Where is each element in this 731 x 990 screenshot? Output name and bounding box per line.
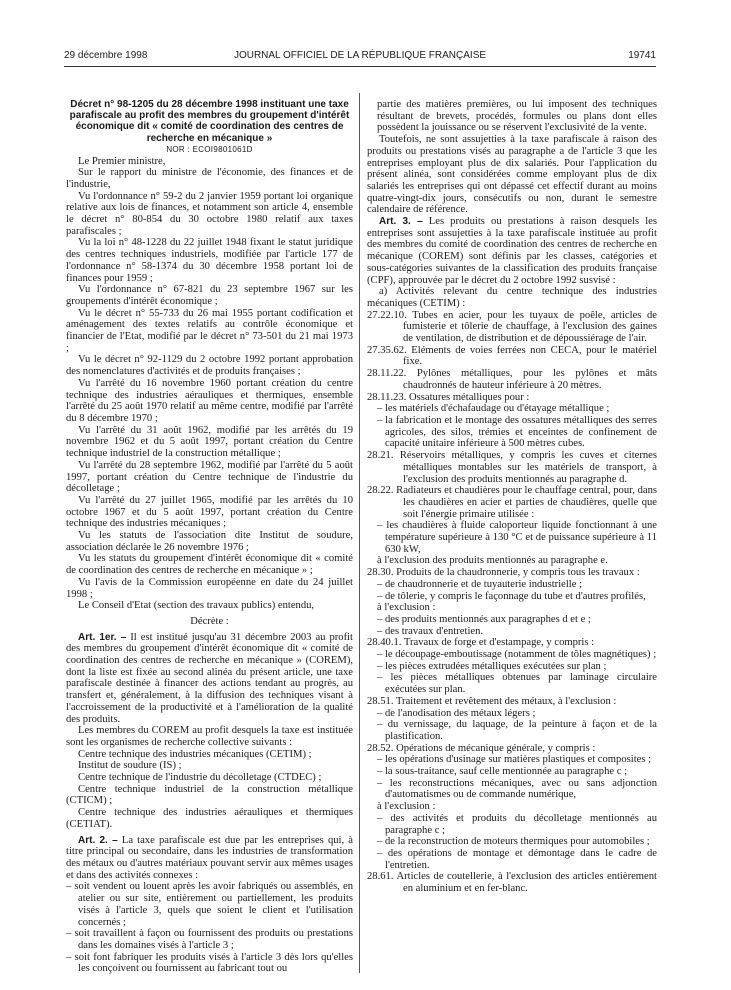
article-2-continuation: partie des matières premières, ou lui imposent des techniques résultant de brevets, procédés, formules ou plans dont elles possèdent la jouissance ou se réservent l'exclusivité de la vente. bbox=[377, 99, 657, 134]
article-2-item: – soit vendent ou louent après les avoir fabriqués ou assemblés, en atelier ou sur site, entièrement ou partiellement, les produits visés à l'article 3, quels que soient le client et l'utilisation concernés ; bbox=[66, 881, 353, 928]
header-rule bbox=[64, 66, 656, 67]
member-item: Centre technique industriel de la construction métallique (CTICM) ; bbox=[66, 783, 353, 807]
right-column bbox=[367, 99, 657, 895]
article-1-label: Art. 1er. – bbox=[78, 631, 127, 643]
cpf-sub-item: à l'exclusion des produits mentionnés au paragraphe e. bbox=[377, 555, 608, 567]
article-3-label: Art. 3. – bbox=[379, 216, 423, 228]
visa-paragraph: Vu les statuts du groupement d'intérêt économique dit « comité de coordination des centres de recherche en mécanique » ; bbox=[66, 553, 353, 577]
cpf-code-entry: 28.22. Radiateurs et chaudières pour le chauffage central, pour, dans les chaudières en acier et parties de chaudières, quelle que soit l'énergie primaire utilisée : bbox=[367, 485, 657, 520]
header-page-number: 19741 bbox=[628, 50, 656, 61]
page-header bbox=[64, 50, 656, 64]
cpf-sub-item: – les chaudières à fluide caloporteur liquide fonctionnant à une température supérieure à 130 °C et de puissance supérieure à 11 630 kW, bbox=[377, 520, 657, 555]
article-2-text: La taxe parafiscale est due par les entreprises qui, à titre principal ou secondaire, dans les industries de transformation des métaux ou d'autres matériaux pouvant servir aux mêmes usages et dans des activités connexes : bbox=[66, 834, 353, 881]
visa-paragraph: Vu l'arrêté du 16 novembre 1960 portant création du centre technique des industries aérauliques et thermiques, ensemble l'arrêté du 25 août 1970 relatif au même centre, modifié par l'arrêté du 8 décembre 1970 ; bbox=[66, 377, 353, 424]
visa-paragraph: Vu la loi n° 48-1228 du 22 juillet 1948 fixant le statut juridique des centres techniques industriels, modifiée par l'article 177 de l'ordonnance n° 58-1374 du 30 décembre 1958 portant loi de finances pour 1959 ; bbox=[66, 237, 353, 284]
article-2-label: Art. 2. – bbox=[78, 834, 118, 846]
member-item: Centre technique des industries mécaniques (CETIM) ; bbox=[78, 748, 312, 760]
cpf-sub-item: – des opérations de montage et démontage dans le cadre de l'entretien. bbox=[377, 848, 657, 871]
cpf-sub-item: – de la reconstruction de moteurs thermiques pour automobiles ; bbox=[377, 836, 650, 848]
visa-paragraph: Sur le rapport du ministre de l'économie, des finances et de l'industrie, bbox=[66, 167, 353, 190]
visa-paragraph: Vu le décret n° 92-1129 du 2 octobre 1992 portant approbation des nomenclatures d'activités et de produits françaises ; bbox=[66, 354, 353, 378]
cpf-sub-item: – les reconstructions mécaniques, avec ou sans adjonction d'automatismes ou de commande numérique, bbox=[377, 777, 657, 801]
visa-paragraph: Le Premier ministre, bbox=[78, 155, 166, 167]
cpf-sub-item: – de chaudronnerie et de tuyauterie industrielle ; bbox=[377, 578, 583, 590]
member-item: Centre technique de l'industrie du décolletage (CTDEC) ; bbox=[78, 772, 322, 784]
cpf-code-entry: 28.11.22. Pylônes métalliques, pour les pylônes et mâts chaudronnés de hauteur inférieure à 20 mètres. bbox=[367, 368, 657, 391]
decrete-heading: Décrète : bbox=[190, 615, 229, 627]
cpf-sub-item: à l'exclusion : bbox=[377, 801, 436, 813]
article-2-item: – soit travaillent à façon ou fournissent des produits ou prestations dans les domaines visés à l'article 3 ; bbox=[66, 928, 353, 951]
article-2-item: – soit font fabriquer les produits visés à l'article 3 dès lors qu'elles les conçoivent ou fournissent au fabricant tout ou bbox=[66, 951, 353, 975]
article-1-text: Il est institué jusqu'au 31 décembre 2003 au profit des membres du groupement d'intérêt économique dit « comité de coordination des centres de recherche en mécanique » (COREM), dont la liste est fixée au second alinéa du présent article, une taxe parafiscale destinée à financer des actions tendant au progrès, au transfert et, généralement, à la diffusion des techniques visant à l'accroissement de la productivité et à l'amélioration de la qualité des produits. bbox=[66, 631, 353, 725]
visa-paragraph: Vu l'arrêté du 31 août 1962, modifié par les arrêtés du 19 novembre 1962 et du 5 août 1997, portant création du Centre technique industriel de la construction métallique ; bbox=[66, 424, 353, 460]
cpf-sub-item: – les pièces extrudées métalliques exécutées sur plan ; bbox=[377, 660, 607, 672]
cpf-sub-item: – la fabrication et le montage des ossatures métalliques des serres agricoles, des silos, trémies et enceintes de confinement de capacité unitaire inférieure à 500 mètres cubes. bbox=[377, 414, 657, 450]
visa-paragraph: Vu le décret n° 55-733 du 26 mai 1955 portant codification et aménagement des textes relatifs au contrôle économique et financier de l'Etat, modifié par le décret n° 73-501 du 21 mai 1973 ; bbox=[66, 307, 353, 354]
visa-paragraph: Vu l'arrêté du 28 septembre 1962, modifié par l'arrêté du 5 août 1997, portant création du Centre technique de l'industrie du décolletage ; bbox=[66, 459, 353, 495]
header-journal-title: JOURNAL OFFICIEL DE LA RÉPUBLIQUE FRANÇAISE bbox=[233, 50, 487, 61]
cpf-code-entry: 27.22.10. Tubes en acier, pour les tuyaux de poêle, articles de fumisterie et tôlerie de chauffage, à l'exclusion des gaines de ventilation, de distribution et de dépoussiérage de l'air. bbox=[367, 309, 657, 345]
decree-title: Décret n° 98-1205 du 28 décembre 1998 instituant une taxe parafiscale au profit des membres du groupement d'intérêt économique dit « comité de coordination des centres de recherche en mécanique » bbox=[69, 99, 350, 144]
cpf-sub-item: – les opérations d'usinage sur matières plastiques et composites ; bbox=[377, 754, 652, 766]
visa-paragraph: Vu l'avis de la Commission européenne en date du 24 juillet 1998 ; bbox=[66, 576, 353, 600]
cpf-sub-item: – de l'anodisation des métaux légers ; bbox=[377, 707, 536, 719]
cpf-sub-item: – les matériels d'échafaudage ou d'étayage métallique ; bbox=[377, 403, 610, 415]
visa-paragraph: Le Conseil d'Etat (section des travaux publics) entendu, bbox=[78, 600, 315, 612]
article-3-text: Les produits ou prestations à raison desquels les entreprises sont assujetties à la taxe parafiscale instituée au profit des membres du comité de coordination des centres de recherche en mécanique (COREM) sont définis par les classes, catégories et sous-catégories suivantes de la classification des produits française (CPF), approuvée par le décret du 2 octobre 1992 susvisé : bbox=[367, 216, 657, 286]
cpf-list bbox=[367, 310, 657, 895]
cpf-code-entry: 28.11.23. Ossatures métalliques pour : bbox=[367, 391, 530, 403]
members-intro: Les membres du COREM au profit desquels la taxe est instituée sont les organismes de recherche collective suivants : bbox=[66, 725, 353, 748]
cpf-sub-item: – les pièces métalliques obtenues par laminage circulaire exécutées sur plan. bbox=[377, 672, 657, 696]
left-column bbox=[66, 99, 353, 975]
toutefois-paragraph: Toutefois, ne sont assujetties à la taxe parafiscale à raison des produits ou prestations visés au paragraphe a de l'article 3 que les entreprises employant plus de dix salariés. Pour l'application du présent alinéa, sont considérées comme employant plus de dix salariés les entreprises qui ont dépassé cet effectif durant au moins quatre-vingt-dix jours, consécutifs ou non, durant le semestre calendaire de référence. bbox=[367, 134, 657, 216]
member-item: Institut de soudure (IS) ; bbox=[78, 760, 182, 772]
nor-reference: NOR : ECOI9801061D bbox=[166, 144, 253, 154]
member-item: Centre technique des industries aérauliques et thermiques (CETIAT). bbox=[66, 807, 353, 830]
cpf-code-entry: 27.35.62. Eléments de voies ferrées non CECA, pour le matériel fixe. bbox=[367, 344, 657, 368]
cpf-sub-item: – le découpage-emboutissage (notamment de tôles magnétiques) ; bbox=[377, 649, 657, 661]
column-divider bbox=[359, 93, 360, 973]
article-1 bbox=[66, 632, 353, 726]
cpf-sub-item: – la sous-traitance, sauf celle mentionnée au paragraphe c ; bbox=[377, 766, 628, 778]
paragraph-a-heading: a) Activités relevant du centre technique des industries mécaniques (CETIM) : bbox=[367, 286, 657, 309]
visa-paragraph: Vu les statuts de l'association dite Institut de soudure, association déclarée le 26 novembre 1976 ; bbox=[66, 530, 353, 553]
cpf-sub-item: – des travaux d'entretien. bbox=[377, 625, 484, 637]
cpf-code-entry: 28.52. Opérations de mécanique générale, y compris : bbox=[367, 742, 596, 754]
cpf-code-entry: 28.21. Réservoirs métalliques, y compris les cuves et citernes métalliques montables sur les matériels de transport, à l'exclusion des produits mentionnés au paragraphe d. bbox=[367, 450, 657, 485]
visa-paragraph: Vu l'ordonnance n° 59-2 du 2 janvier 1959 portant loi organique relative aux lois de finances, et notamment son article 4, ensemble le décret n° 80-854 du 30 octobre 1980 relatif aux taxes parafiscales ; bbox=[66, 190, 353, 237]
visa-paragraph: Vu l'ordonnance n° 67-821 du 23 septembre 1967 sur les groupements d'intérêt économique ; bbox=[66, 284, 353, 307]
cpf-sub-item: – des produits mentionnés aux paragraphes d et e ; bbox=[377, 613, 591, 625]
article-2 bbox=[66, 835, 353, 882]
header-date: 29 décembre 1998 bbox=[64, 50, 148, 61]
cpf-sub-item: à l'exclusion : bbox=[377, 602, 436, 614]
cpf-sub-item: – du vernissage, du laquage, de la peinture à façon et de la plastification. bbox=[377, 719, 657, 742]
cpf-code-entry: 28.40.1. Travaux de forge et d'estampage, y compris : bbox=[367, 637, 595, 649]
cpf-code-entry: 28.51. Traitement et revêtement des métaux, à l'exclusion : bbox=[367, 695, 617, 707]
visa-paragraph: Vu l'arrêté du 27 juillet 1965, modifié par les arrêtés du 10 octobre 1967 et du 5 août 1997, portant création du Centre technique des industries mécaniques ; bbox=[66, 494, 353, 530]
cpf-sub-item: – des activités et produits du décolletage mentionnés au paragraphe c ; bbox=[377, 812, 657, 836]
cpf-code-entry: 28.30. Produits de la chaudronnerie, y compris tous les travaux : bbox=[367, 567, 640, 579]
article-3 bbox=[367, 216, 657, 286]
cpf-sub-item: – de tôlerie, y compris le façonnage du tube et d'autres profilés, bbox=[377, 590, 646, 602]
cpf-code-entry: 28.61. Articles de coutellerie, à l'exclusion des articles entièrement en aluminium et en fer-blanc. bbox=[367, 871, 657, 895]
